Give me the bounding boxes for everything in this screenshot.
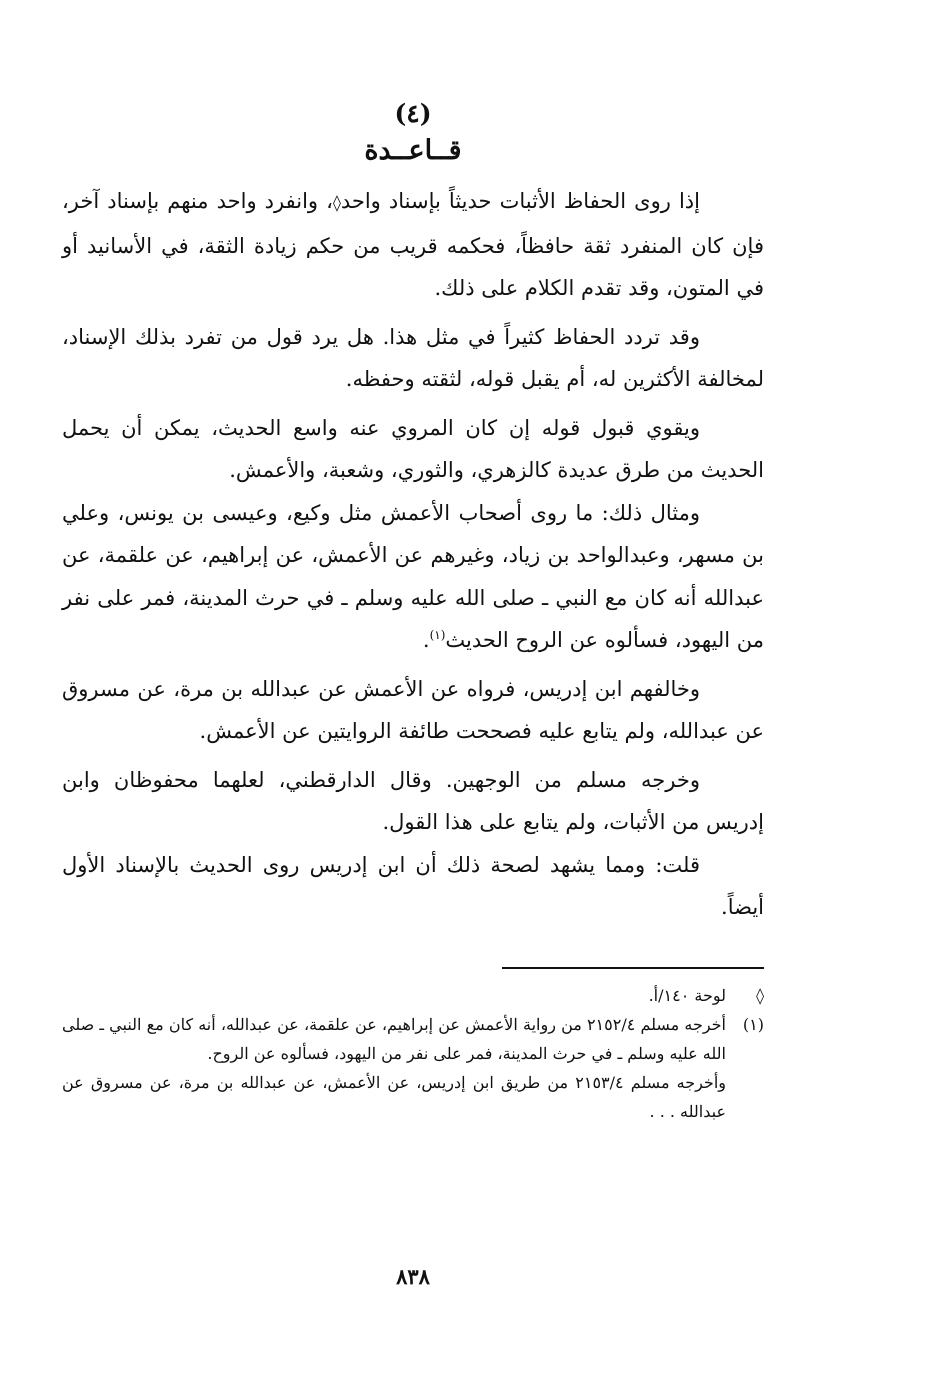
paragraph-4-text: ومثال ذلك: ما روى أصحاب الأعمش مثل وكيع، وعيسى بن يونس، وعلي بن مسهر، وعبدالواحد بن زياد، وغيرهم عن الأعمش، عن إبراهيم، عن علقمة، عن عبدالله أنه كان مع النبي ـ صلى الله عليه وسلم ـ في حرث المدينة، فمر على نفر من اليهود، فسألوه عن الروح الحديث	[62, 500, 764, 652]
footnote-manuscript	[62, 981, 764, 1010]
manuscript-marker: ◊	[332, 193, 341, 212]
footnote-manuscript-mark: ◊	[756, 985, 764, 1005]
footnote-ref-1[interactable]: (١)	[429, 628, 446, 642]
footnote-1-mark: (١)	[742, 1014, 764, 1034]
rule-title: قــاعــدة	[364, 135, 462, 166]
paragraph-3: ويقوي قبول قوله إن كان المروي عنه واسع الحديث، يمكن أن يحمل الحديث من طرق عديدة كالزهري، والثوري، وشعبة، والأعمش.	[62, 415, 764, 482]
paragraph-2: وقد تردد الحفاظ كثيراً في مثل هذا. هل يرد قول من تفرد بذلك الإسناد، لمخالفة الأكثرين له، أم يقبل قوله، لثقته وحفظه.	[62, 324, 764, 391]
rule-number: (٤)	[394, 99, 432, 128]
footnote-divider	[502, 967, 764, 969]
footnote-1-body	[62, 1010, 726, 1126]
main-text	[62, 180, 764, 929]
footnote-1	[62, 1010, 764, 1126]
paragraph-4	[62, 492, 764, 662]
paragraph-5: وخالفهم ابن إدريس، فرواه عن الأعمش عن عبدالله بن مرة، عن مسروق عن عبدالله، ولم يتابع عليه فصححت طائفة الروايتين عن الأعمش.	[62, 676, 764, 743]
page-number: ٨٣٨	[396, 1264, 430, 1289]
footnotes	[62, 981, 764, 1126]
paragraph-7: قلت: ومما يشهد لصحة ذلك أن ابن إدريس روى الحديث بالإسناد الأول أيضاً.	[62, 852, 764, 919]
footnote-1-line-2: وأخرجه مسلم ٢١٥٣/٤ من طريق ابن إدريس، عن الأعمش، عن عبدالله بن مرة، عن مسروق عن عبدالله . . .	[62, 1072, 726, 1121]
paragraph-1-rest: ، وانفرد واحد منهم بإسناد آخر، فإن كان المنفرد ثقة حافظاً، فحكمه قريب من حكم زيادة الثقة، في الأسانيد أو في المتون، وقد تقدم الكلام على ذلك.	[62, 189, 764, 300]
paragraph-1-start: إذا روى الحفاظ الأثبات حديثاً بإسناد واحد	[340, 189, 700, 213]
footnote-manuscript-text: لوحة ١٤٠/أ.	[648, 985, 726, 1005]
footnote-1-line-1: أخرجه مسلم ٢١٥٢/٤ من رواية الأعمش عن إبراهيم، عن علقمة، عن عبدالله، أنه كان مع النبي ـ صلى الله عليه وسلم ـ في حرث المدينة، فمر على نفر من اليهود، فسألوه عن الروح.	[62, 1014, 726, 1063]
book-page	[62, 96, 764, 1356]
paragraph-6: وخرجه مسلم من الوجهين. وقال الدارقطني، لعلهما محفوظان وابن إدريس من الأثبات، ولم يتابع على هذا القول.	[62, 767, 764, 834]
paragraph-1	[62, 180, 764, 310]
paragraph-4-end: .	[422, 628, 430, 652]
